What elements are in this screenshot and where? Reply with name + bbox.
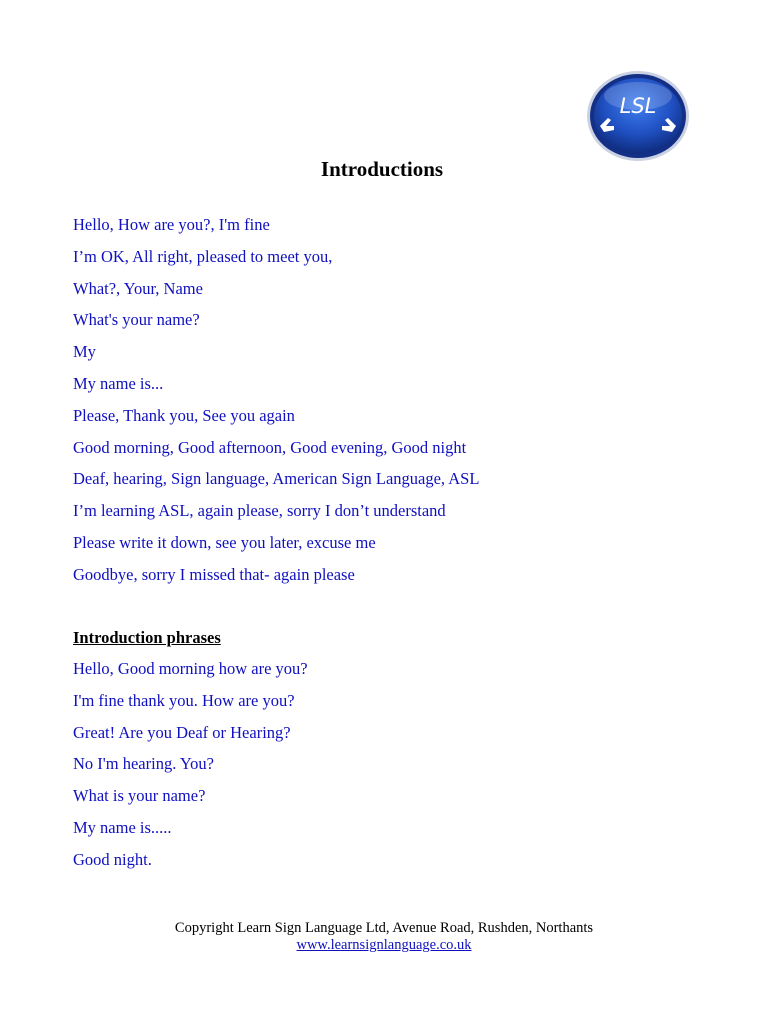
section-heading: Introduction phrases xyxy=(73,628,221,647)
website-link[interactable]: www.learnsignlanguage.co.uk xyxy=(296,937,472,953)
list-item: Good morning, Good afternoon, Good evening, Good night xyxy=(73,437,467,457)
list-item: I’m OK, All right, pleased to meet you, xyxy=(73,246,333,266)
phrase-item: No I'm hearing. You? xyxy=(73,754,214,774)
footer xyxy=(0,920,768,954)
phrase-item: Hello, Good morning how are you? xyxy=(73,659,308,678)
phrase-list xyxy=(73,658,308,881)
list-item: What's your name? xyxy=(73,310,200,330)
phrase-item: I'm fine thank you. How are you? xyxy=(73,690,295,710)
logo-text: LSL xyxy=(619,94,657,118)
list-item: My name is... xyxy=(73,373,164,393)
list-item: Deaf, hearing, Sign language, American Sign Language, ASL xyxy=(73,469,480,489)
list-item: Please, Thank you, See you again xyxy=(73,405,295,425)
page-title: Introductions xyxy=(320,157,444,181)
list-item: What?, Your, Name xyxy=(73,278,203,298)
list-item: My xyxy=(73,342,96,362)
phrase-item: What is your name? xyxy=(73,786,206,806)
list-item: Goodbye, sorry I missed that- again please xyxy=(73,564,355,584)
phrase-item: My name is..... xyxy=(73,817,172,837)
list-item: I’m learning ASL, again please, sorry I don’t understand xyxy=(73,501,446,521)
vocabulary-list xyxy=(73,214,479,596)
list-item: Hello, How are you?, I'm fine xyxy=(73,215,270,234)
list-item: Please write it down, see you later, excuse me xyxy=(73,532,376,552)
phrase-item: Good night. xyxy=(73,849,152,869)
copyright-text: Copyright Learn Sign Language Ltd, Avenue Road, Rushden, Northants xyxy=(174,920,594,936)
lsl-logo xyxy=(586,70,690,162)
phrase-item: Great! Are you Deaf or Hearing? xyxy=(73,722,291,742)
